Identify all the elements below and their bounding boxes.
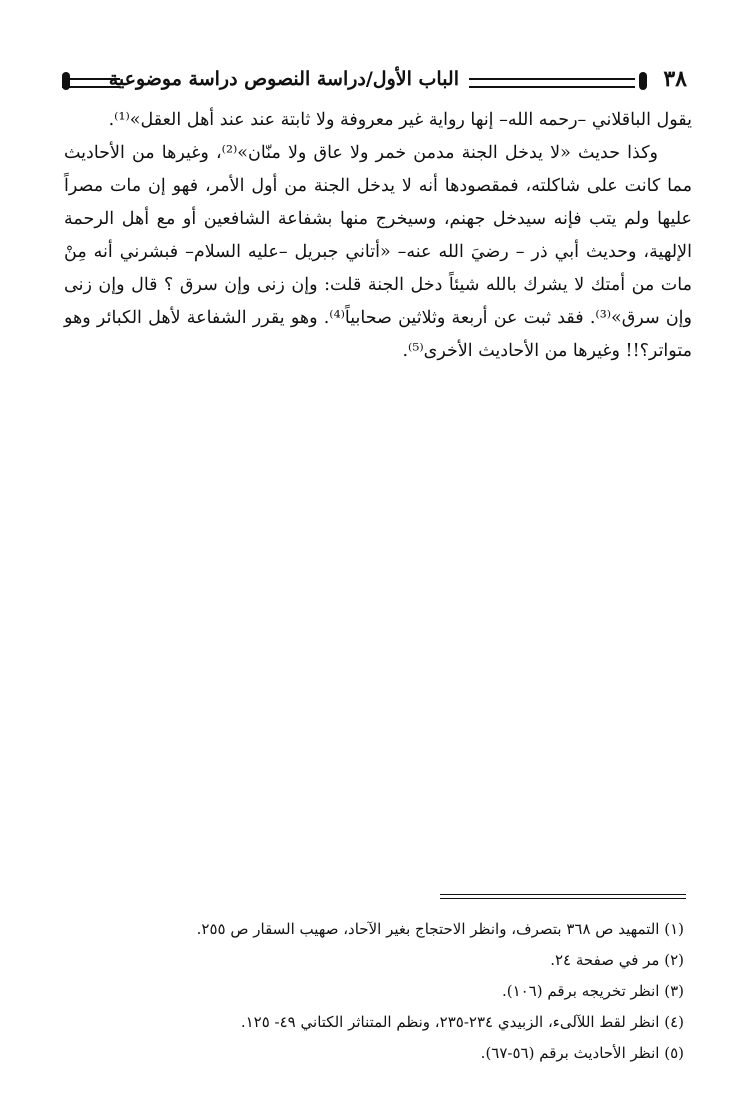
paragraph: وكذا حديث «لا يدخل الجنة مدمن خمر ولا عاق ولا منّان»⁽²⁾، وغيرها من الأحاديث مما كانت على شاكلته، فمقصودها أنه لا يدخل الجنة من أول الأمر، فهو إن مات مصراً عليها ولم يتب فإنه سيدخل جهنم، وسيخرج منها بشفاعة الشافعين أو مع أهل الرحمة الإلهية، وحديث أبي ذر – رضيَ الله عنه– «أتاني جبريل –عليه السلام– فبشرني أنه مِنْ مات من أمتك لا يشرك بالله شيئاً دخل الجنة قلت: وإن زنى وإن سرق ؟ قال وإن زنى وإن سرق»⁽³⁾. فقد ثبت عن أربعة وثلاثين صحابياً⁽⁴⁾. وهو يقرر الشفاعة لأهل الكبائر وهو متواتر؟!! وغيرها من الأحاديث الأخرى⁽⁵⁾. [64, 143, 692, 361]
footnotes [64, 914, 684, 1069]
page-header [62, 64, 687, 102]
footnote-separator [440, 894, 686, 899]
ornament-knot-end [62, 72, 70, 90]
paragraph: يقول الباقلاني –رحمه الله– إنها رواية غير معروفة ولا ثابتة عند عند أهل العقل»⁽¹⁾. [108, 110, 692, 130]
body-text [64, 104, 692, 368]
footnote: (٥) انظر الأحاديث برقم (٥٦-٦٧). [480, 1044, 684, 1062]
footnote: (٣) انظر تخريجه برقم (١٠٦). [501, 982, 684, 1000]
ornament-knot [639, 72, 647, 90]
footnote: (٤) انظر لقط اللآلىء، الزبيدي ٢٣٤-٢٣٥، ونظم المتناثر الكتاني ٤٩- ١٢٥. [240, 1013, 684, 1031]
header-rule [469, 78, 635, 88]
header-rule-end [62, 78, 120, 88]
chapter-title: الباب الأول/دراسة النصوص دراسة موضوعية [108, 68, 459, 90]
footnote: (١) التمهيد ص ٣٦٨ بتصرف، وانظر الاحتجاج بغير الآحاد، صهيب السقار ص ٢٥٥. [196, 920, 684, 938]
page-number: ٣٨ [663, 66, 687, 92]
footnote: (٢) مر في صفحة ٢٤. [550, 951, 684, 969]
